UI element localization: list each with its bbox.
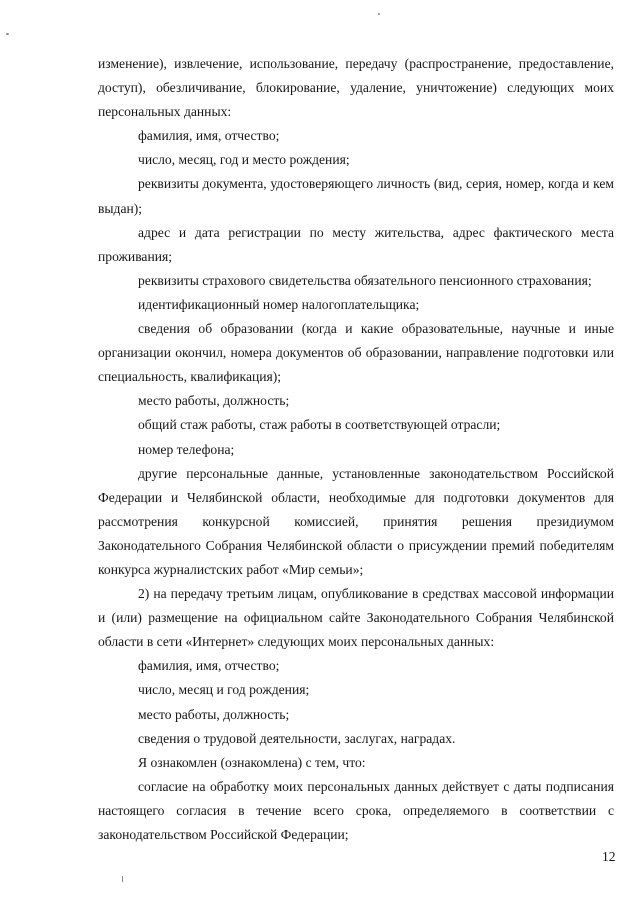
- list-item-workplace-public: место работы, должность;: [138, 706, 290, 722]
- list-item-workplace-position: место работы, должность;: [138, 393, 290, 409]
- list-item-registration-address: адрес и дата регистрации по месту жительства, адрес фактического места проживания;: [98, 224, 614, 264]
- list-item-full-name: фамилия, имя, отчество;: [138, 128, 280, 144]
- list-item-career-awards: сведения о трудовой деятельности, заслугах, наградах.: [138, 730, 456, 746]
- list-item-identity-document: реквизиты документа, удостоверяющего личность (вид, серия, номер, когда и кем выдан);: [98, 176, 614, 216]
- list-item-other-data: другие персональные данные, установленные законодательством Российской Федерации и Челябинской области, необходимые для подготовки документов для рассмотрения конкурсной комиссией, принятия решения президиумом Законодательного Собрания Челябинской области о присуждении премий победителям конкурса журналистских работ «Мир семьи»;: [98, 465, 614, 577]
- list-item-birth-date-public: число, месяц и год рождения;: [138, 682, 310, 698]
- document-body: [98, 52, 614, 847]
- scan-speck: [6, 33, 9, 35]
- paragraph-consent-validity: согласие на обработку моих персональных данных действует с даты подписания настоящего согласия в течение всего срока, определяемого в соответствии с законодательством Российской Федерации;: [98, 778, 614, 842]
- list-item-phone-number: номер телефона;: [138, 441, 235, 457]
- list-item-pension-insurance: реквизиты страхового свидетельства обязательного пенсионного страхования;: [138, 272, 592, 288]
- list-item-birth-date-place: число, месяц, год и место рождения;: [138, 152, 350, 168]
- paragraph-consent-actions-continuation: изменение), извлечение, использование, передачу (распространение, предоставление, доступ), обезличивание, блокирование, удаление, уничтожение) следующих моих персональных данных:: [98, 56, 614, 120]
- scan-speck: [378, 13, 380, 15]
- list-item-full-name-public: фамилия, имя, отчество;: [138, 658, 280, 674]
- paragraph-transfer-publication: 2) на передачу третьим лицам, опубликование в средствах массовой информации и (или) размещение на официальном сайте Законодательного Собрания Челябинской области в сети «Интернет» следующих моих персональных данных:: [98, 586, 614, 650]
- list-item-work-experience: общий стаж работы, стаж работы в соответствующей отрасли;: [138, 417, 501, 433]
- paragraph-acknowledgement: Я ознакомлен (ознакомлена) с тем, что:: [138, 754, 366, 770]
- list-item-education: сведения об образовании (когда и какие образовательные, научные и иные организации окончил, номера документов об образовании, направление подготовки или специальность, квалификация);: [98, 321, 614, 385]
- page-number: 12: [602, 849, 616, 864]
- scan-speck: [122, 876, 123, 882]
- list-item-taxpayer-number: идентификационный номер налогоплательщика;: [138, 296, 420, 312]
